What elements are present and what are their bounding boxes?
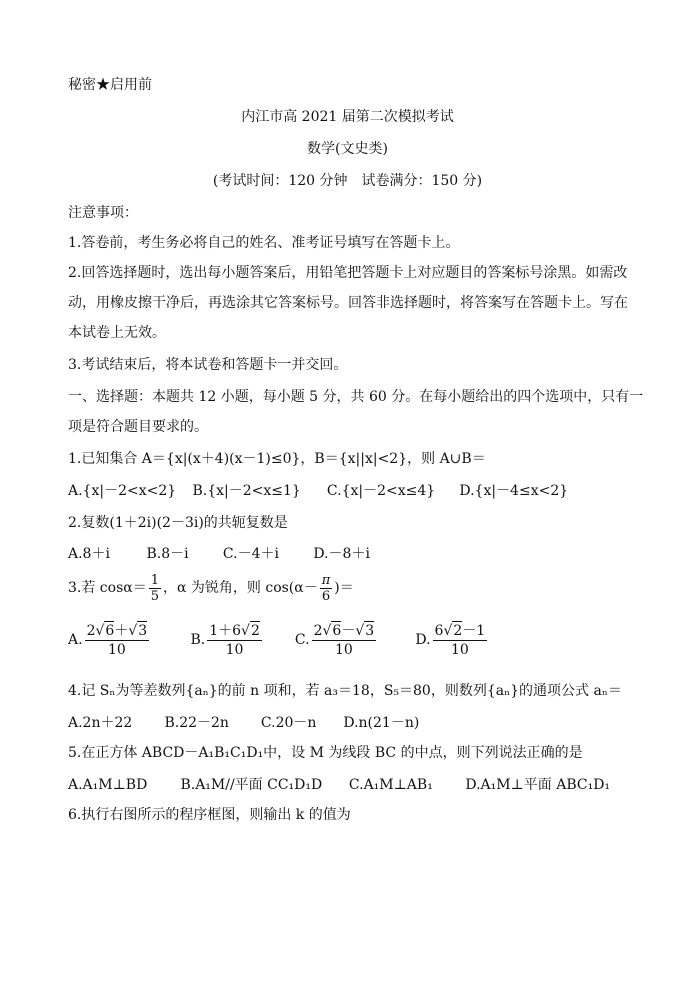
- q3-middle: ，α 为锐角，则 cos(α－: [163, 580, 318, 596]
- section-heading-line-2: 项是符合题目要求的。: [68, 419, 208, 435]
- q3-option-c: C. $\frac{2√6-√3}{10}$: [294, 623, 375, 658]
- q6-stem: 6.执行右图所示的程序框图，则输出 k 的值为: [68, 807, 351, 823]
- q4-option-d: D.n(21－n): [343, 715, 420, 731]
- exam-time-info: (考试时间：120 分钟 试卷满分：150 分): [212, 173, 483, 189]
- q1-option-c: C.{x|－2<x≤4}: [326, 483, 436, 499]
- note-2-line-3: 本试卷上无效。: [68, 325, 166, 341]
- exam-title: 内江市高 2021 届第二次模拟考试: [241, 109, 454, 125]
- q3-option-c-fraction: $\frac{2√6-√3}{10}$: [313, 623, 375, 658]
- q5-option-c: C.A₁M⊥AB₁: [348, 777, 433, 793]
- q4-option-a: A.2n＋22: [68, 715, 133, 731]
- note-2-line-2: 动，用橡皮擦干净后，再选涂其它答案标号。回答非选择题时，将答案写在答题卡上。写在: [68, 295, 628, 311]
- q1-option-a: A.{x|－2<x<2}: [68, 483, 177, 499]
- q1-option-b: B.{x|－2<x≤1}: [192, 483, 301, 499]
- q5-option-b: B.A₁M//平面 CC₁D₁D: [180, 777, 323, 793]
- q2-option-a: A.8＋i: [68, 546, 110, 562]
- note-3: 3.考试结束后，将本试卷和答题卡一并交回。: [68, 357, 348, 373]
- q3-options: [68, 618, 489, 662]
- q4-stem: 4.记 Sₙ为等差数列{aₙ}的前 n 项和，若 a₃＝18，S₅＝80，则数列{aₙ}的通项公式 aₙ＝: [68, 683, 622, 699]
- q3-option-b-fraction: $\frac{1+6√2}{10}$: [209, 623, 260, 658]
- q5-stem: 5.在正方体 ABCD－A₁B₁C₁D₁中，设 M 为线段 BC 的中点，则下列说法正确的是: [68, 745, 583, 761]
- q2-option-b: B.8－i: [146, 546, 189, 562]
- q3-suffix: )＝: [334, 580, 354, 596]
- q1-stem: 1.已知集合 A＝{x|(x＋4)(x－1)≤0}，B＝{x||x|<2}，则 A∪B＝: [68, 451, 486, 467]
- q4-option-b: B.22－2n: [164, 715, 229, 731]
- q3-prefix: 3.若 cosα＝: [68, 580, 147, 596]
- q3-option-b: B. $\frac{1+6√2}{10}$: [190, 623, 260, 658]
- section-heading-line-1: 一、选择题：本题共 12 小题，每小题 5 分，共 60 分。在每小题给出的四个选项中，只有一: [68, 389, 644, 405]
- q2-stem: 2.复数(1＋2i)(2－3i)的共轭复数是: [68, 515, 288, 531]
- q1-options: [68, 482, 568, 500]
- note-2-line-1: 2.回答选择题时，选出每小题答案后，用铅笔把答题卡上对应题目的答案标号涂黑。如需改: [68, 265, 628, 281]
- q3-fraction-pi-sixth: $\frac{\pi}{6}$: [321, 572, 331, 604]
- confidential-mark: 秘密★启用前: [68, 77, 152, 93]
- q1-option-d: D.{x|－4≤x<2}: [459, 483, 569, 499]
- q3-option-a-fraction: $\frac{2√6+√3}{10}$: [86, 623, 148, 658]
- q3-option-d-fraction: $\frac{6√2-1}{10}$: [434, 623, 486, 658]
- exam-subject: 数学(文史类): [307, 141, 388, 157]
- note-1: 1.答卷前，考生务必将自己的姓名、准考证号填写在答题卡上。: [68, 235, 460, 251]
- q3-option-d: D. $\frac{6√2-1}{10}$: [415, 623, 486, 658]
- q5-options: [68, 776, 610, 794]
- q3-stem: [68, 570, 354, 606]
- q5-option-a: A.A₁M⊥BD: [68, 777, 148, 793]
- notes-heading: 注意事项：: [68, 205, 138, 221]
- q3-option-a: A. $\frac{2√6+√3}{10}$: [68, 623, 148, 658]
- q5-option-d: D.A₁M⊥平面 ABC₁D₁: [465, 777, 611, 793]
- q3-fraction-one-fifth: $\frac{1}{5}$: [150, 572, 159, 604]
- q2-option-c: C.－4＋i: [222, 546, 279, 562]
- q2-options: [68, 545, 370, 563]
- q2-option-d: D.－8＋i: [313, 546, 370, 562]
- q4-options: [68, 714, 419, 732]
- q4-option-c: C.20－n: [260, 715, 317, 731]
